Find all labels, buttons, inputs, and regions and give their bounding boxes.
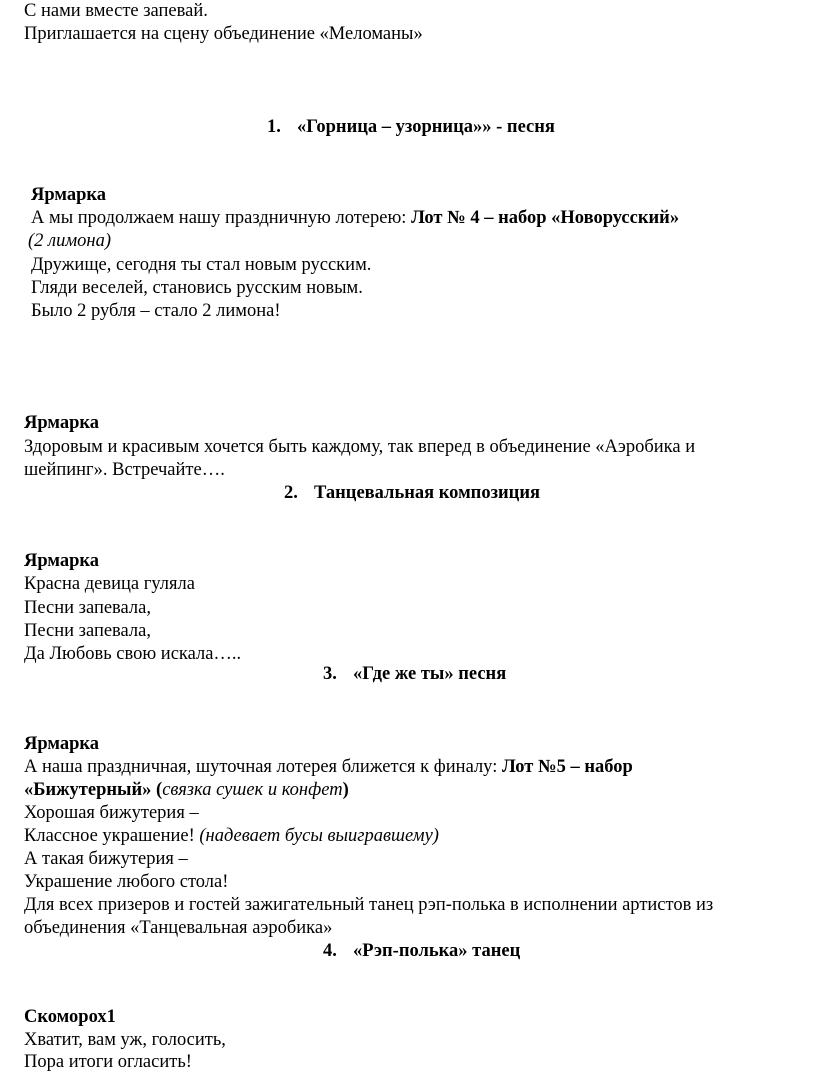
program-item-title: «Рэп-полька» танец [353,941,521,961]
verse-line: Украшение любого стола! [24,872,229,892]
verse-line: А такая бижутерия – [24,849,188,869]
program-item-3 [323,663,506,686]
verse-line: Пора итоги огласить! [24,1052,192,1072]
lot-title: Лот № 4 – набор «Новорусский» [411,208,680,228]
text-line: Здоровым и красивым хочется быть каждому, так вперед в объединение «Аэробика и [24,437,696,457]
stage-direction: (надевает бусы выигравшему) [199,826,439,846]
lot-line [24,779,349,802]
verse-line: Красна девица гуляла [24,574,195,594]
program-item-title: «Где же ты» песня [353,664,507,684]
program-item-2 [284,482,540,505]
lottery-text: А наша праздничная, шуточная лотерея ближется к финалу: [24,757,502,777]
lot-note: связка сушек и конфет [162,780,343,800]
speaker-label: Ярмарка [24,734,100,754]
lottery-line [24,756,633,779]
intro-line-1: С нами вместе запевай. [24,1,208,21]
verse-line: Гляди веселей, становись русским новым. [31,278,363,298]
verse-line: Да Любовь свою искала….. [24,644,242,664]
speaker-label: Ярмарка [31,185,107,205]
verse-line: Дружище, сегодня ты стал новым русским. [31,255,372,275]
program-item-title: «Горница – узорница»» - песня [297,117,555,137]
text-line: объединения «Танцевальная аэробика» [24,918,333,938]
lottery-line [31,207,679,230]
verse-line [24,825,439,848]
program-item-number: 3. [323,664,337,684]
verse-line: Песни запевала, [24,621,151,641]
lot-title: «Бижутерный» ( [24,780,163,800]
program-item-number: 4. [323,941,337,961]
intro-line-2: Приглашается на сцену объединение «Меломаны» [24,24,423,44]
program-item-title: Танцевальная композиция [314,483,541,503]
speaker-label: Скоморох1 [24,1007,116,1027]
verse-line: Хватит, вам уж, голосить, [24,1030,226,1050]
program-item-4 [323,940,520,963]
verse-text: Классное украшение! [24,826,200,846]
program-item-number: 2. [284,483,298,503]
lot-note: (2 лимона) [28,231,111,251]
verse-line: Было 2 рубля – стало 2 лимона! [31,301,281,321]
lot-close: ) [342,780,349,800]
lottery-text: А мы продолжаем нашу праздничную лотерею: [31,208,412,228]
lot-title: Лот №5 – набор [501,757,633,777]
text-line: Для всех призеров и гостей зажигательный танец рэп-полька в исполнении артистов из [24,895,714,915]
text-line: шейпинг». Встречайте…. [24,460,225,480]
verse-line: Песни запевала, [24,598,151,618]
speaker-label: Ярмарка [24,413,100,433]
program-item-1 [267,116,555,139]
speaker-label: Ярмарка [24,551,100,571]
verse-line: Хорошая бижутерия – [24,803,199,823]
program-item-number: 1. [267,117,281,137]
